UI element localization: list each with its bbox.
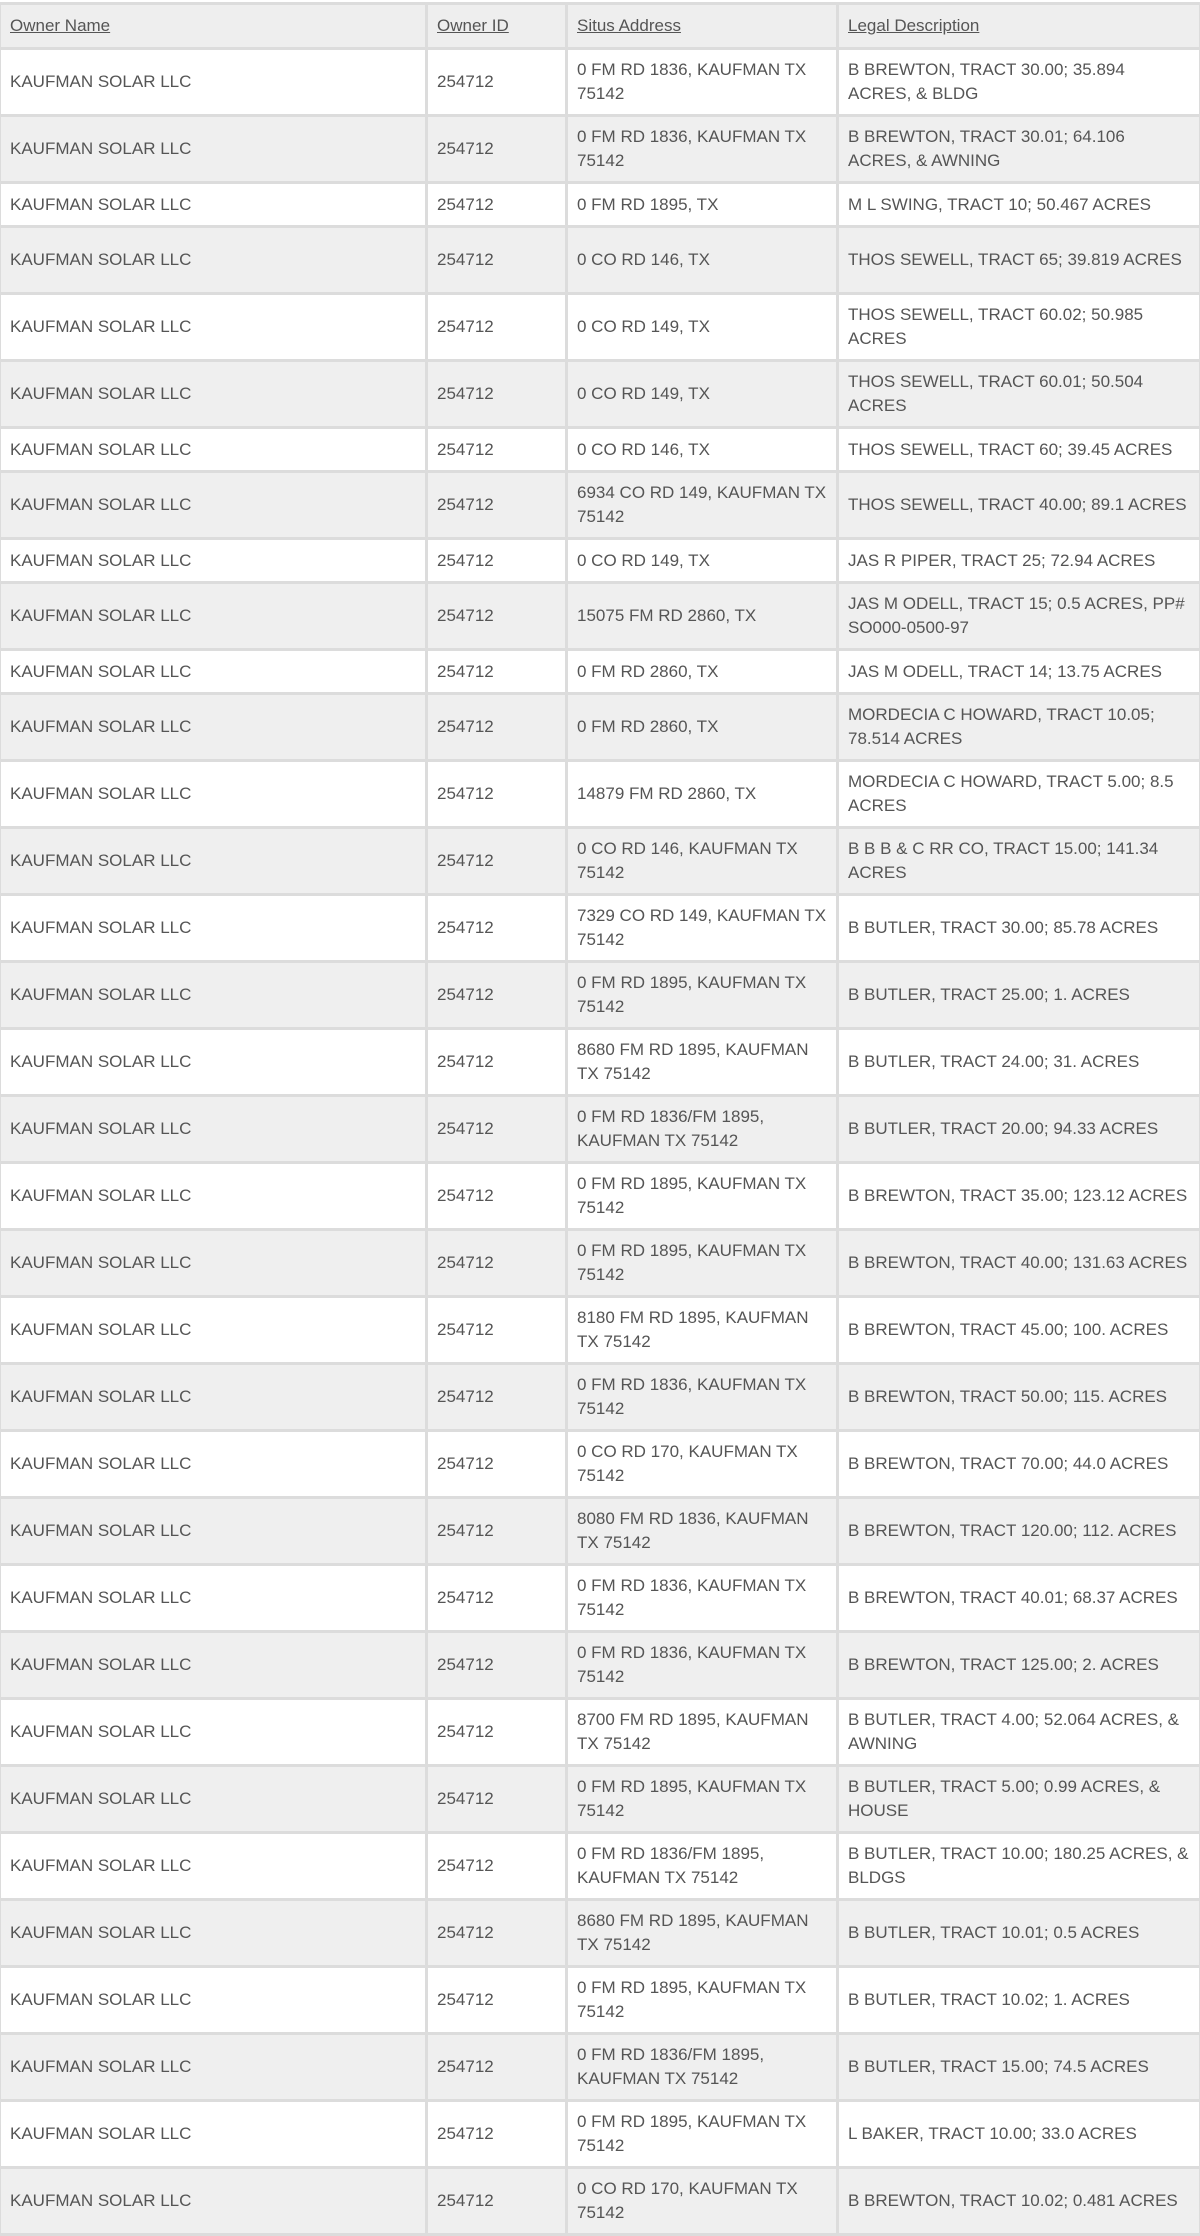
legal-description-cell: B BREWTON, TRACT 125.00; 2. ACRES bbox=[839, 1633, 1199, 1697]
situs-address-cell: 0 CO RD 146, TX bbox=[568, 228, 836, 292]
legal-description-cell: THOS SEWELL, TRACT 60; 39.45 ACRES bbox=[839, 429, 1199, 470]
owner-name-cell: KAUFMAN SOLAR LLC bbox=[1, 1901, 425, 1965]
owner-name-cell: KAUFMAN SOLAR LLC bbox=[1, 429, 425, 470]
owner-id-cell: 254712 bbox=[428, 762, 565, 826]
situs-address-cell: 0 FM RD 1895, KAUFMAN TX 75142 bbox=[568, 2102, 836, 2166]
legal-description-cell: B BUTLER, TRACT 4.00; 52.064 ACRES, & AWNING bbox=[839, 1700, 1199, 1764]
table-row[interactable] bbox=[1, 2169, 1199, 2233]
situs-address-cell: 7329 CO RD 149, KAUFMAN TX 75142 bbox=[568, 896, 836, 960]
owner-name-cell: KAUFMAN SOLAR LLC bbox=[1, 651, 425, 692]
situs-address-cell: 0 CO RD 146, KAUFMAN TX 75142 bbox=[568, 829, 836, 893]
table-row[interactable] bbox=[1, 651, 1199, 692]
owner-name-cell: KAUFMAN SOLAR LLC bbox=[1, 1834, 425, 1898]
legal-description-cell: B BREWTON, TRACT 50.00; 115. ACRES bbox=[839, 1365, 1199, 1429]
owner-name-cell: KAUFMAN SOLAR LLC bbox=[1, 1968, 425, 2032]
table-row[interactable] bbox=[1, 1968, 1199, 2032]
table-row[interactable] bbox=[1, 695, 1199, 759]
owner-id-cell: 254712 bbox=[428, 1566, 565, 1630]
situs-address-cell: 14879 FM RD 2860, TX bbox=[568, 762, 836, 826]
legal-description-cell: B BREWTON, TRACT 30.01; 64.106 ACRES, & AWNING bbox=[839, 117, 1199, 181]
owner-id-cell: 254712 bbox=[428, 1700, 565, 1764]
table-row[interactable] bbox=[1, 762, 1199, 826]
situs-address-cell: 8700 FM RD 1895, KAUFMAN TX 75142 bbox=[568, 1700, 836, 1764]
table-row[interactable] bbox=[1, 829, 1199, 893]
property-results-table-container bbox=[0, 3, 1200, 2236]
situs-address-cell: 0 FM RD 1836/FM 1895, KAUFMAN TX 75142 bbox=[568, 2035, 836, 2099]
table-row[interactable] bbox=[1, 1164, 1199, 1228]
owner-id-cell: 254712 bbox=[428, 117, 565, 181]
table-row[interactable] bbox=[1, 1633, 1199, 1697]
situs-address-cell: 15075 FM RD 2860, TX bbox=[568, 584, 836, 648]
owner-name-cell: KAUFMAN SOLAR LLC bbox=[1, 829, 425, 893]
table-row[interactable] bbox=[1, 473, 1199, 537]
legal-description-cell: B BUTLER, TRACT 5.00; 0.99 ACRES, & HOUSE bbox=[839, 1767, 1199, 1831]
owner-id-cell: 254712 bbox=[428, 1365, 565, 1429]
owner-id-cell: 254712 bbox=[428, 695, 565, 759]
owner-name-cell: KAUFMAN SOLAR LLC bbox=[1, 2169, 425, 2233]
owner-id-cell: 254712 bbox=[428, 362, 565, 426]
owner-id-cell: 254712 bbox=[428, 651, 565, 692]
table-row[interactable] bbox=[1, 1097, 1199, 1161]
owner-name-cell: KAUFMAN SOLAR LLC bbox=[1, 228, 425, 292]
owner-name-cell: KAUFMAN SOLAR LLC bbox=[1, 184, 425, 225]
situs-address-cell: 0 FM RD 1836/FM 1895, KAUFMAN TX 75142 bbox=[568, 1097, 836, 1161]
legal-description-cell: B BUTLER, TRACT 15.00; 74.5 ACRES bbox=[839, 2035, 1199, 2099]
owner-id-cell: 254712 bbox=[428, 1499, 565, 1563]
column-header-owner-id[interactable] bbox=[428, 5, 565, 47]
owner-id-cell: 254712 bbox=[428, 2102, 565, 2166]
owner-name-cell: KAUFMAN SOLAR LLC bbox=[1, 963, 425, 1027]
situs-address-cell: 6934 CO RD 149, KAUFMAN TX 75142 bbox=[568, 473, 836, 537]
owner-name-cell: KAUFMAN SOLAR LLC bbox=[1, 295, 425, 359]
owner-id-cell: 254712 bbox=[428, 2035, 565, 2099]
owner-id-cell: 254712 bbox=[428, 829, 565, 893]
owner-id-cell: 254712 bbox=[428, 184, 565, 225]
owner-id-cell: 254712 bbox=[428, 1834, 565, 1898]
table-row[interactable] bbox=[1, 50, 1199, 114]
owner-name-cell: KAUFMAN SOLAR LLC bbox=[1, 1700, 425, 1764]
situs-address-cell: 0 FM RD 1895, KAUFMAN TX 75142 bbox=[568, 963, 836, 1027]
table-row[interactable] bbox=[1, 184, 1199, 225]
situs-address-cell: 8680 FM RD 1895, KAUFMAN TX 75142 bbox=[568, 1030, 836, 1094]
owner-name-cell: KAUFMAN SOLAR LLC bbox=[1, 762, 425, 826]
situs-address-cell: 0 FM RD 1836, KAUFMAN TX 75142 bbox=[568, 1633, 836, 1697]
owner-name-cell: KAUFMAN SOLAR LLC bbox=[1, 1566, 425, 1630]
table-row[interactable] bbox=[1, 295, 1199, 359]
table-row[interactable] bbox=[1, 1566, 1199, 1630]
legal-description-cell: THOS SEWELL, TRACT 65; 39.819 ACRES bbox=[839, 228, 1199, 292]
table-row[interactable] bbox=[1, 1499, 1199, 1563]
situs-address-cell: 0 FM RD 2860, TX bbox=[568, 695, 836, 759]
situs-address-cell: 0 FM RD 2860, TX bbox=[568, 651, 836, 692]
owner-name-cell: KAUFMAN SOLAR LLC bbox=[1, 50, 425, 114]
table-row[interactable] bbox=[1, 362, 1199, 426]
owner-name-cell: KAUFMAN SOLAR LLC bbox=[1, 1298, 425, 1362]
owner-id-cell: 254712 bbox=[428, 540, 565, 581]
sort-link-owner-id[interactable]: Owner ID bbox=[437, 16, 509, 35]
table-row[interactable] bbox=[1, 1298, 1199, 1362]
legal-description-cell: B B B & C RR CO, TRACT 15.00; 141.34 ACRES bbox=[839, 829, 1199, 893]
owner-id-cell: 254712 bbox=[428, 584, 565, 648]
table-row[interactable] bbox=[1, 1767, 1199, 1831]
situs-address-cell: 0 FM RD 1895, KAUFMAN TX 75142 bbox=[568, 1767, 836, 1831]
owner-id-cell: 254712 bbox=[428, 50, 565, 114]
situs-address-cell: 0 CO RD 170, KAUFMAN TX 75142 bbox=[568, 1432, 836, 1496]
owner-id-cell: 254712 bbox=[428, 1030, 565, 1094]
legal-description-cell: B BREWTON, TRACT 45.00; 100. ACRES bbox=[839, 1298, 1199, 1362]
property-results-table bbox=[0, 2, 1200, 2236]
owner-id-cell: 254712 bbox=[428, 1968, 565, 2032]
owner-name-cell: KAUFMAN SOLAR LLC bbox=[1, 1030, 425, 1094]
sort-link-situs-address[interactable]: Situs Address bbox=[577, 16, 681, 35]
owner-id-cell: 254712 bbox=[428, 1231, 565, 1295]
legal-description-cell: THOS SEWELL, TRACT 60.01; 50.504 ACRES bbox=[839, 362, 1199, 426]
owner-id-cell: 254712 bbox=[428, 963, 565, 1027]
legal-description-cell: THOS SEWELL, TRACT 60.02; 50.985 ACRES bbox=[839, 295, 1199, 359]
situs-address-cell: 0 FM RD 1895, KAUFMAN TX 75142 bbox=[568, 1164, 836, 1228]
legal-description-cell: JAS R PIPER, TRACT 25; 72.94 ACRES bbox=[839, 540, 1199, 581]
table-row[interactable] bbox=[1, 540, 1199, 581]
situs-address-cell: 0 FM RD 1895, KAUFMAN TX 75142 bbox=[568, 1231, 836, 1295]
owner-name-cell: KAUFMAN SOLAR LLC bbox=[1, 2102, 425, 2166]
owner-name-cell: KAUFMAN SOLAR LLC bbox=[1, 473, 425, 537]
legal-description-cell: B BREWTON, TRACT 70.00; 44.0 ACRES bbox=[839, 1432, 1199, 1496]
owner-name-cell: KAUFMAN SOLAR LLC bbox=[1, 695, 425, 759]
owner-name-cell: KAUFMAN SOLAR LLC bbox=[1, 117, 425, 181]
owner-name-cell: KAUFMAN SOLAR LLC bbox=[1, 1164, 425, 1228]
column-header-situs-address[interactable] bbox=[568, 5, 836, 47]
situs-address-cell: 0 FM RD 1836, KAUFMAN TX 75142 bbox=[568, 50, 836, 114]
table-row[interactable] bbox=[1, 2102, 1199, 2166]
owner-id-cell: 254712 bbox=[428, 1298, 565, 1362]
owner-id-cell: 254712 bbox=[428, 295, 565, 359]
table-row[interactable] bbox=[1, 117, 1199, 181]
owner-id-cell: 254712 bbox=[428, 2169, 565, 2233]
legal-description-cell: B BUTLER, TRACT 10.00; 180.25 ACRES, & BLDGS bbox=[839, 1834, 1199, 1898]
table-row[interactable] bbox=[1, 228, 1199, 292]
owner-name-cell: KAUFMAN SOLAR LLC bbox=[1, 1365, 425, 1429]
legal-description-cell: B BREWTON, TRACT 30.00; 35.894 ACRES, & BLDG bbox=[839, 50, 1199, 114]
table-row[interactable] bbox=[1, 1365, 1199, 1429]
situs-address-cell: 0 CO RD 170, KAUFMAN TX 75142 bbox=[568, 2169, 836, 2233]
situs-address-cell: 0 CO RD 149, TX bbox=[568, 540, 836, 581]
owner-name-cell: KAUFMAN SOLAR LLC bbox=[1, 540, 425, 581]
table-row[interactable] bbox=[1, 429, 1199, 470]
legal-description-cell: B BREWTON, TRACT 35.00; 123.12 ACRES bbox=[839, 1164, 1199, 1228]
owner-id-cell: 254712 bbox=[428, 1633, 565, 1697]
situs-address-cell: 8680 FM RD 1895, KAUFMAN TX 75142 bbox=[568, 1901, 836, 1965]
owner-name-cell: KAUFMAN SOLAR LLC bbox=[1, 584, 425, 648]
situs-address-cell: 0 FM RD 1895, KAUFMAN TX 75142 bbox=[568, 1968, 836, 2032]
legal-description-cell: JAS M ODELL, TRACT 15; 0.5 ACRES, PP# SO000-0500-97 bbox=[839, 584, 1199, 648]
owner-name-cell: KAUFMAN SOLAR LLC bbox=[1, 1633, 425, 1697]
legal-description-cell: B BUTLER, TRACT 10.02; 1. ACRES bbox=[839, 1968, 1199, 2032]
legal-description-cell: JAS M ODELL, TRACT 14; 13.75 ACRES bbox=[839, 651, 1199, 692]
legal-description-cell: MORDECIA C HOWARD, TRACT 10.05; 78.514 ACRES bbox=[839, 695, 1199, 759]
situs-address-cell: 0 FM RD 1836, KAUFMAN TX 75142 bbox=[568, 1365, 836, 1429]
table-row[interactable] bbox=[1, 1030, 1199, 1094]
owner-id-cell: 254712 bbox=[428, 1901, 565, 1965]
situs-address-cell: 0 FM RD 1836/FM 1895, KAUFMAN TX 75142 bbox=[568, 1834, 836, 1898]
owner-name-cell: KAUFMAN SOLAR LLC bbox=[1, 1231, 425, 1295]
legal-description-cell: THOS SEWELL, TRACT 40.00; 89.1 ACRES bbox=[839, 473, 1199, 537]
legal-description-cell: B BUTLER, TRACT 24.00; 31. ACRES bbox=[839, 1030, 1199, 1094]
owner-id-cell: 254712 bbox=[428, 1097, 565, 1161]
table-row[interactable] bbox=[1, 1231, 1199, 1295]
situs-address-cell: 0 FM RD 1836, KAUFMAN TX 75142 bbox=[568, 117, 836, 181]
table-row[interactable] bbox=[1, 1901, 1199, 1965]
table-body bbox=[1, 50, 1199, 2233]
table-row[interactable] bbox=[1, 896, 1199, 960]
legal-description-cell: B BUTLER, TRACT 30.00; 85.78 ACRES bbox=[839, 896, 1199, 960]
column-header-legal-description[interactable] bbox=[839, 5, 1199, 47]
table-row[interactable] bbox=[1, 1834, 1199, 1898]
legal-description-cell: M L SWING, TRACT 10; 50.467 ACRES bbox=[839, 184, 1199, 225]
situs-address-cell: 0 FM RD 1836, KAUFMAN TX 75142 bbox=[568, 1566, 836, 1630]
owner-name-cell: KAUFMAN SOLAR LLC bbox=[1, 1499, 425, 1563]
table-row[interactable] bbox=[1, 2035, 1199, 2099]
sort-link-legal-description[interactable]: Legal Description bbox=[848, 16, 980, 35]
legal-description-cell: B BUTLER, TRACT 20.00; 94.33 ACRES bbox=[839, 1097, 1199, 1161]
owner-id-cell: 254712 bbox=[428, 1164, 565, 1228]
owner-name-cell: KAUFMAN SOLAR LLC bbox=[1, 1767, 425, 1831]
legal-description-cell: B BREWTON, TRACT 40.01; 68.37 ACRES bbox=[839, 1566, 1199, 1630]
owner-id-cell: 254712 bbox=[428, 1432, 565, 1496]
situs-address-cell: 0 FM RD 1895, TX bbox=[568, 184, 836, 225]
owner-name-cell: KAUFMAN SOLAR LLC bbox=[1, 1432, 425, 1496]
owner-name-cell: KAUFMAN SOLAR LLC bbox=[1, 2035, 425, 2099]
owner-name-cell: KAUFMAN SOLAR LLC bbox=[1, 896, 425, 960]
legal-description-cell: B BREWTON, TRACT 40.00; 131.63 ACRES bbox=[839, 1231, 1199, 1295]
table-header-row bbox=[1, 5, 1199, 47]
situs-address-cell: 8080 FM RD 1836, KAUFMAN TX 75142 bbox=[568, 1499, 836, 1563]
owner-id-cell: 254712 bbox=[428, 896, 565, 960]
owner-name-cell: KAUFMAN SOLAR LLC bbox=[1, 362, 425, 426]
table-row[interactable] bbox=[1, 1432, 1199, 1496]
situs-address-cell: 8180 FM RD 1895, KAUFMAN TX 75142 bbox=[568, 1298, 836, 1362]
situs-address-cell: 0 CO RD 146, TX bbox=[568, 429, 836, 470]
owner-id-cell: 254712 bbox=[428, 1767, 565, 1831]
owner-id-cell: 254712 bbox=[428, 228, 565, 292]
legal-description-cell: B BUTLER, TRACT 10.01; 0.5 ACRES bbox=[839, 1901, 1199, 1965]
legal-description-cell: B BUTLER, TRACT 25.00; 1. ACRES bbox=[839, 963, 1199, 1027]
legal-description-cell: B BREWTON, TRACT 10.02; 0.481 ACRES bbox=[839, 2169, 1199, 2233]
situs-address-cell: 0 CO RD 149, TX bbox=[568, 362, 836, 426]
table-row[interactable] bbox=[1, 963, 1199, 1027]
table-row[interactable] bbox=[1, 1700, 1199, 1764]
owner-id-cell: 254712 bbox=[428, 429, 565, 470]
table-row[interactable] bbox=[1, 584, 1199, 648]
legal-description-cell: B BREWTON, TRACT 120.00; 112. ACRES bbox=[839, 1499, 1199, 1563]
legal-description-cell: MORDECIA C HOWARD, TRACT 5.00; 8.5 ACRES bbox=[839, 762, 1199, 826]
legal-description-cell: L BAKER, TRACT 10.00; 33.0 ACRES bbox=[839, 2102, 1199, 2166]
sort-link-owner-name[interactable]: Owner Name bbox=[10, 16, 111, 35]
owner-name-cell: KAUFMAN SOLAR LLC bbox=[1, 1097, 425, 1161]
situs-address-cell: 0 CO RD 149, TX bbox=[568, 295, 836, 359]
column-header-owner-name[interactable] bbox=[1, 5, 425, 47]
owner-id-cell: 254712 bbox=[428, 473, 565, 537]
